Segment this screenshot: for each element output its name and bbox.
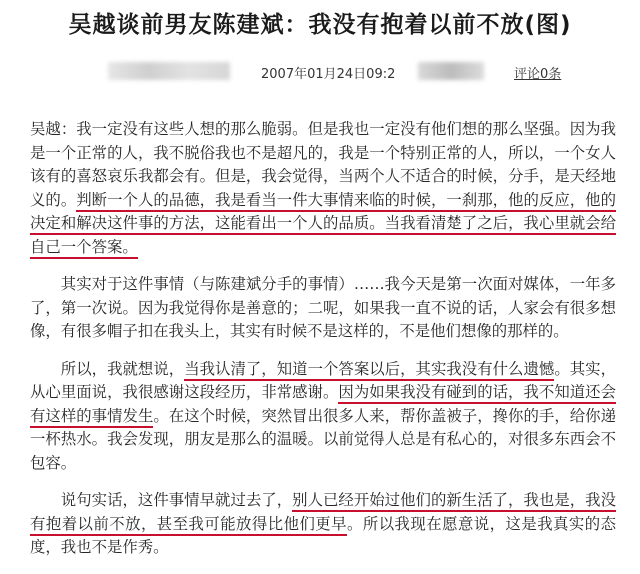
paragraph-text: 所以，我就想说，: [60, 359, 185, 378]
paragraph-text: 说句实话，这件事情早就过去了，: [60, 491, 293, 509]
highlighted-text: 当我认清了，知道一个答案以后，其实我没有什么遗憾: [184, 360, 554, 381]
article-paragraph: [30, 489, 616, 560]
paragraph-text: 。所以我现在愿意说，这是我真实的态度，我也不是作秀。: [30, 514, 616, 556]
article-title: 吴越谈前男友陈建斌：我没有抱着以前不放(图): [68, 12, 572, 38]
article-body: [30, 118, 616, 574]
highlighted-text: 判断一个人的品德，我是看当一件大事情来临的时候，一刹那，他的反应，他的决定和解决这件事的方法，这能看出一个人的品质。当我看清楚了之后，我心里就会给自己一个答案。: [30, 191, 616, 259]
paragraph-text: 吴越：我一定没有这些人想的那么脆弱。但是我也一定没有他们想的那么坚强。因为我是一个正常的人，我不脱俗我也不是超凡的，我是一个特别正常的人，所以，一个女人该有的喜怒哀乐我都会有。但是，我会觉得，当两个人不适合的时候，分手，是天经地义的。: [30, 120, 616, 209]
highlighted-text: 因为如果我没有碰到的话，我不知道还会有这样的事情发生: [30, 383, 616, 428]
comments-link[interactable]: 评论0条: [514, 67, 562, 82]
blurred-time: [418, 62, 484, 80]
paragraph-text: 。其实，从心里面说，我很感谢这段经历，非常感谢。: [30, 359, 616, 401]
paragraph-text: 。在这个时候，突然冒出很多人来，帮你盖被子，搀你的手，给你递一杯热水。我会发现，朋友是那么的温暖。以前觉得人总是有私心的，对很多东西会不包容。: [30, 406, 616, 472]
paragraph-text: 其实对于这件事情（与陈建斌分手的事情）……我今天是第一次面对媒体，一年多了，第一次说。因为我觉得你是善意的；二呢，如果我一直不说的话，人家会有很多想像，有很多帽子扣在我头上，其实有时候不是这样的，不是他们想像的那样的。: [30, 275, 616, 340]
article-paragraph: [30, 273, 616, 344]
highlighted-text: 别人已经开始过他们的新生活了，我也是，我没有抱着以前不放，甚至我可能放得比他们更早: [30, 491, 616, 536]
article-paragraph: [30, 118, 616, 259]
article-paragraph: [30, 358, 616, 476]
blurred-source: [108, 62, 230, 80]
publish-date: 2007年01月24日09:2: [261, 67, 396, 82]
article-meta: [0, 60, 640, 86]
